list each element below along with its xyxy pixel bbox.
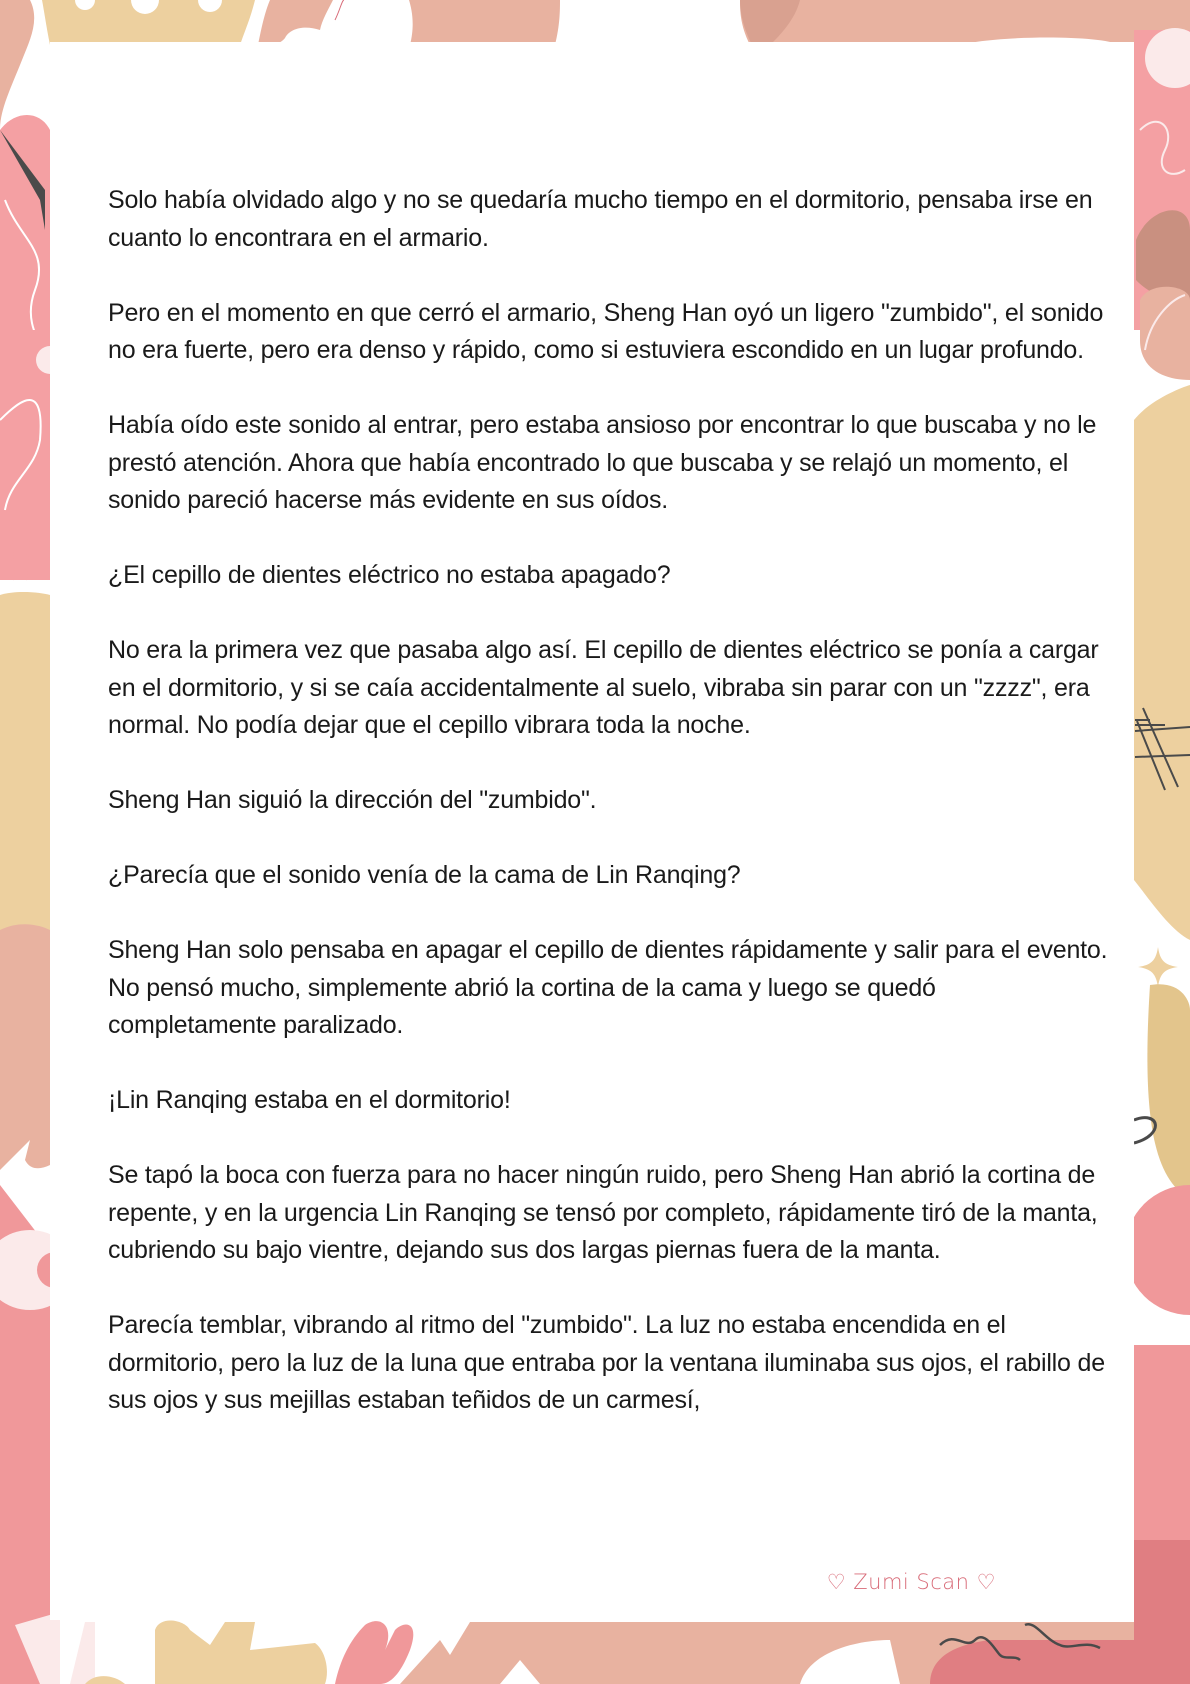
paragraph: Parecía temblar, vibrando al ritmo del "zumbido". La luz no estaba encendida en el dormitorio, pero la luz de la luna que entraba por la ventana iluminaba sus ojos, el rabillo de sus ojos y sus mejillas estaban teñidos de un carmesí,	[108, 1311, 1105, 1414]
paragraph: Se tapó la boca con fuerza para no hacer ningún ruido, pero Sheng Han abrió la cortina de repente, y en la urgencia Lin Ranqing se tensó por completo, rápidamente tiró de la manta, cubriendo su bajo vientre, dejando sus dos largas piernas fuera de la manta.	[108, 1161, 1098, 1264]
paragraph: No era la primera vez que pasaba algo así. El cepillo de dientes eléctrico se ponía a cargar en el dormitorio, y si se caía accidentalmente al suelo, vibraba sin parar con un "zzzz", era normal. No podía dejar que el cepillo vibrara toda la noche.	[108, 636, 1099, 739]
paragraph: ¿Parecía que el sonido venía de la cama de Lin Ranqing?	[108, 861, 741, 889]
paragraph: ¡Lin Ranqing estaba en el dormitorio!	[108, 1086, 511, 1114]
paragraph: Sheng Han siguió la dirección del "zumbido".	[108, 786, 597, 814]
paragraph: Pero en el momento en que cerró el armario, Sheng Han oyó un ligero "zumbido", el sonido no era fuerte, pero era denso y rápido, como si estuviera escondido en un lugar profundo.	[108, 298, 1104, 364]
paragraph: Había oído este sonido al entrar, pero estaba ansioso por encontrar lo que buscaba y no le prestó atención. Ahora que había encontrado lo que buscaba y se relajó un momento, el sonido pareció hacerse más evidente en sus oídos.	[108, 411, 1097, 514]
paragraph: Sheng Han solo pensaba en apagar el cepillo de dientes rápidamente y salir para el evento. No pensó mucho, simplemente abrió la cortina de la cama y luego se quedó completamente paralizado.	[108, 936, 1108, 1039]
paragraph: Solo había olvidado algo y no se quedaría mucho tiempo en el dormitorio, pensaba irse en cuanto lo encontrara en el armario.	[108, 186, 1093, 252]
page-sheet	[50, 42, 1134, 1620]
paragraph: ¿El cepillo de dientes eléctrico no estaba apagado?	[108, 561, 671, 589]
document-body	[108, 182, 1108, 1457]
watermark: ♡ Zumi Scan ♡	[826, 1570, 996, 1594]
